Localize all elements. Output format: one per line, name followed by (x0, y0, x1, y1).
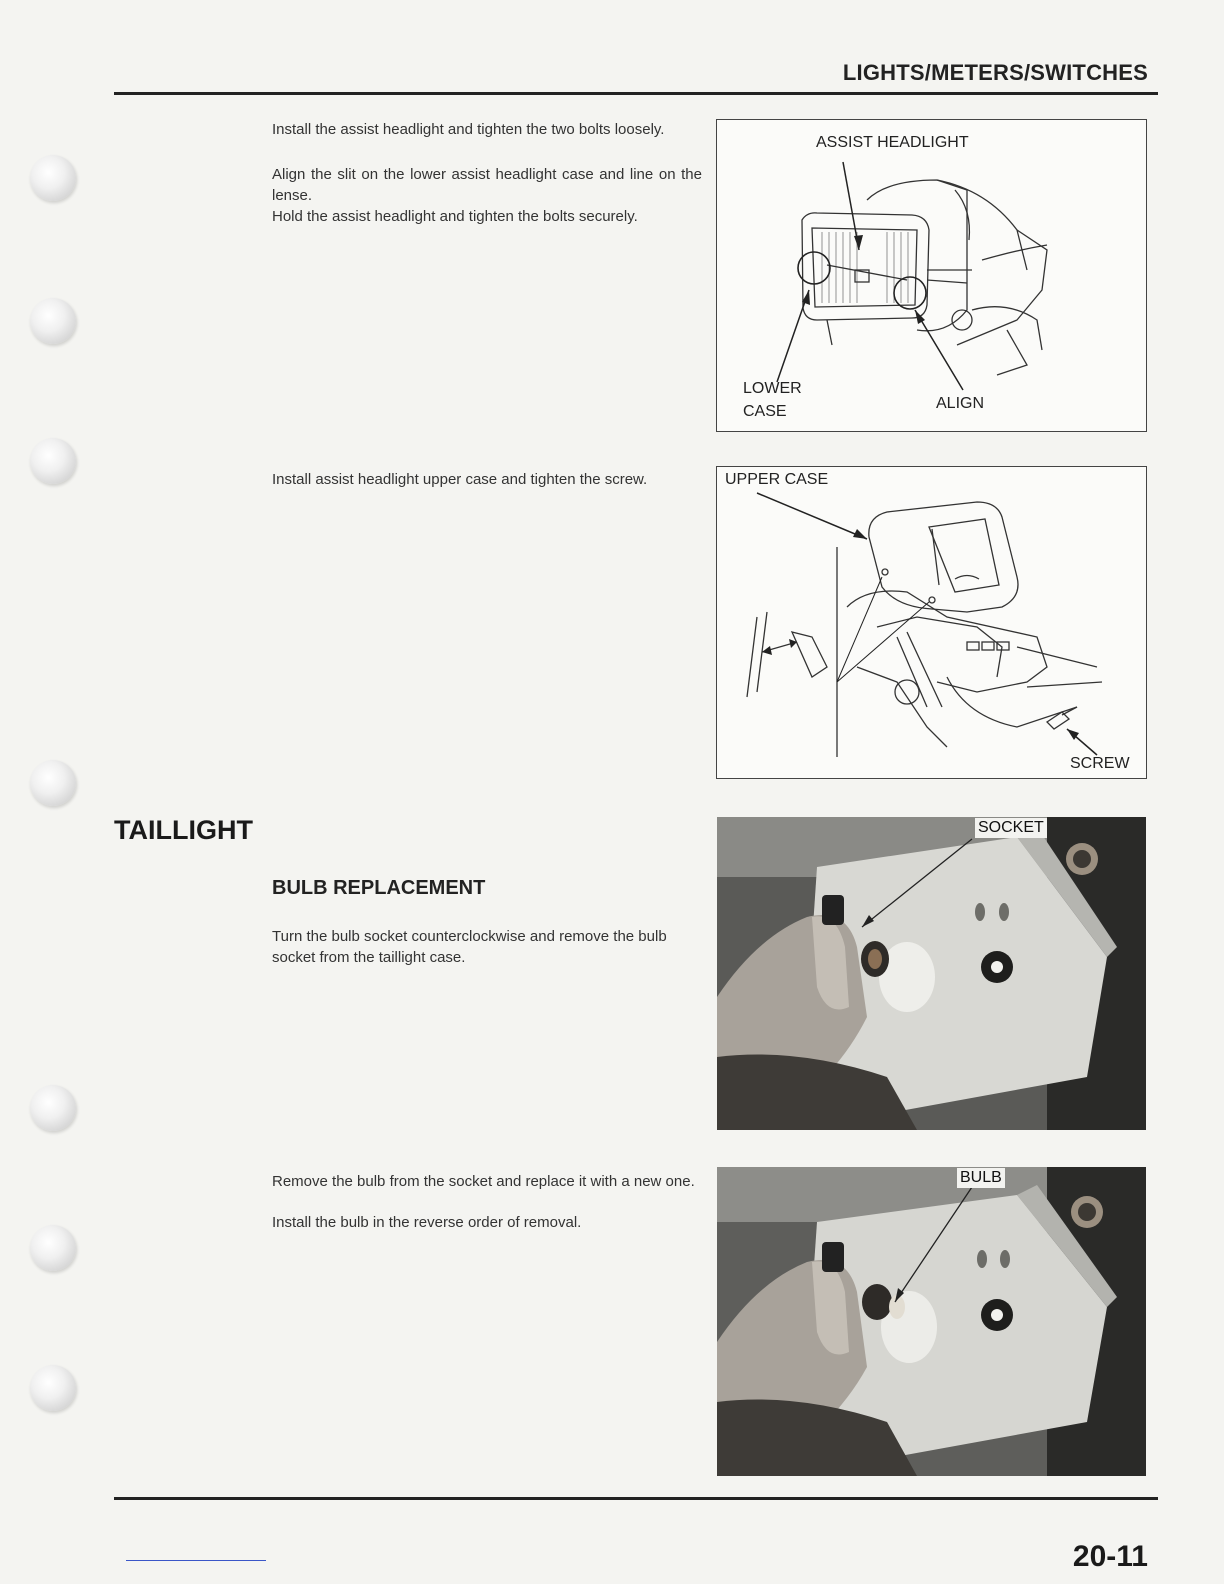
footer-rule (114, 1497, 1158, 1500)
page-number: 20-11 (1072, 1540, 1148, 1573)
page-section-title: LIGHTS/METERS/SWITCHES (842, 60, 1148, 85)
step-install-upper: Install assist headlight upper case and tighten the screw. (272, 471, 648, 488)
bulb-photo-drawing (717, 1167, 1146, 1476)
step-install-bulb: Install the bulb in the reverse order of removal. (272, 1214, 582, 1231)
header-rule (114, 92, 1158, 95)
step-hold-tighten: Hold the assist headlight and tighten the bolts securely. (272, 208, 638, 225)
upper-case-instructions (272, 469, 702, 510)
step-install-assist: Install the assist headlight and tighten the two bolts loosely. (272, 121, 665, 138)
binder-hole (30, 760, 76, 806)
photo-socket (717, 817, 1146, 1130)
binder-hole (30, 1085, 76, 1131)
assist-headlight-instructions (272, 119, 702, 247)
binder-hole (30, 1365, 76, 1411)
figure-upper-case (716, 466, 1147, 779)
upper-case-illustration (717, 467, 1146, 778)
label-align: ALIGN (936, 395, 985, 412)
section-taillight: TAILLIGHT (114, 815, 253, 845)
label-assist-headlight: ASSIST HEADLIGHT (816, 134, 969, 151)
photo-bulb (717, 1167, 1146, 1476)
binder-hole (30, 438, 76, 484)
socket-instructions (272, 926, 702, 988)
label-lower-case-line2: CASE (743, 403, 787, 420)
step-turn-socket: Turn the bulb socket counterclockwise and remove the bulb socket from the taillight case. (272, 928, 667, 966)
label-screw: SCREW (1070, 755, 1130, 772)
socket-photo-drawing (717, 817, 1146, 1130)
label-socket: SOCKET (975, 818, 1047, 838)
label-upper-case: UPPER CASE (725, 471, 829, 488)
subsection-bulb-replacement: BULB REPLACEMENT (272, 877, 486, 899)
step-remove-bulb: Remove the bulb from the socket and replace it with a new one. (272, 1173, 695, 1190)
binder-hole (30, 1225, 76, 1271)
binder-hole (30, 298, 76, 344)
label-bulb: BULB (957, 1168, 1005, 1188)
label-lower-case-line1: LOWER (743, 380, 802, 397)
step-align-slit: Align the slit on the lower assist headlight case and line on the lense. (272, 166, 702, 204)
bulb-instructions (272, 1171, 702, 1253)
footer-link-underline (126, 1560, 266, 1561)
figure-assist-headlight (716, 119, 1147, 432)
binder-hole (30, 155, 76, 201)
